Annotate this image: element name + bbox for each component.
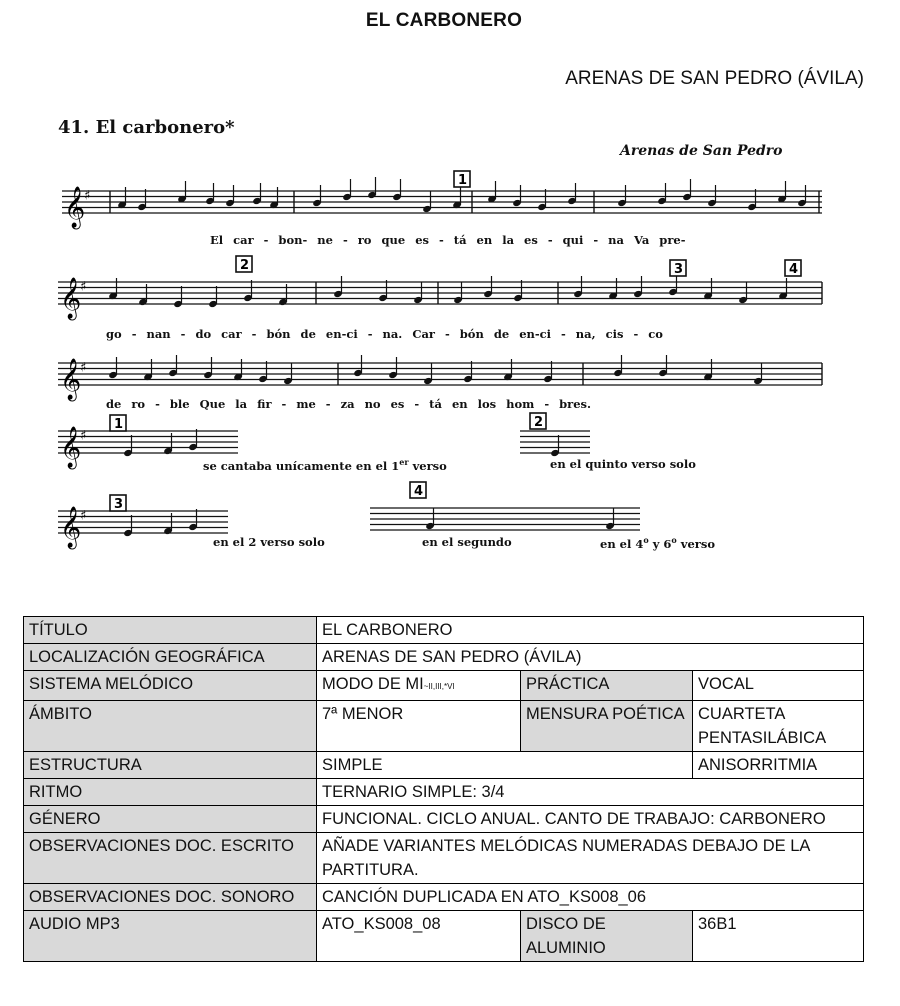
label-mensura: MENSURA POÉTICA — [521, 701, 693, 752]
row-ambito — [24, 701, 864, 752]
lyrics-line-3: de ro - ble Que la fir - me - za no es - tá en los hom - bres. — [106, 397, 592, 411]
sharp-icon: ♯ — [84, 188, 91, 204]
value-disco: 36B1 — [693, 911, 864, 962]
variant-number: 1 — [114, 417, 124, 432]
label-ritmo: RITMO — [24, 779, 317, 806]
value-genero: FUNCIONAL. CICLO ANUAL. CANTO DE TRABAJO: CARBONERO — [317, 806, 864, 833]
value-anisorritmia: ANISORRITMIA — [693, 752, 864, 779]
label-disco: DISCO DE ALUMINIO — [521, 911, 693, 962]
row-ritmo — [24, 779, 864, 806]
treble-clef-icon: 𝄞 — [64, 187, 86, 228]
variant-staff-4 — [370, 484, 640, 538]
variant-number: 4 — [414, 484, 424, 499]
value-mensura: CUARTETA PENTASILÁBICA — [693, 701, 864, 752]
row-sistema — [24, 671, 864, 701]
value-ritmo: TERNARIO SIMPLE: 3/4 — [317, 779, 864, 806]
value-estructura: SIMPLE — [317, 752, 693, 779]
variant-1-label: se cantaba unícamente en el 1er verso — [203, 457, 447, 473]
variant-3-label: en el 2 verso solo — [213, 535, 325, 549]
variant-number: 3 — [674, 262, 684, 277]
treble-clef-icon: 𝄞 — [60, 427, 82, 468]
variant-number: 2 — [534, 415, 544, 430]
label-obs-sonoro: OBSERVACIONES DOC. SONORO — [24, 884, 317, 911]
lyrics-line-1: El car - bon- ne - ro que es - tá en la es - qui - na Va pre- — [210, 233, 686, 247]
variant-staff-2 — [500, 413, 590, 463]
variant-4a-label: en el segundo — [422, 535, 512, 549]
label-practica: PRÁCTICA — [521, 671, 693, 701]
value-obs-sonoro: CANCIÓN DUPLICADA EN ATO_KS008_06 — [317, 884, 864, 911]
metadata-table — [23, 616, 864, 962]
music-score — [50, 105, 840, 565]
row-obs-sonoro — [24, 884, 864, 911]
staff-line-2 — [58, 260, 822, 320]
value-localizacion: ARENAS DE SAN PEDRO (ÁVILA) — [317, 644, 864, 671]
label-audio: AUDIO MP3 — [24, 911, 317, 962]
label-localizacion: LOCALIZACIÓN GEOGRÁFICA — [24, 644, 317, 671]
variant-2-label: en el quinto verso solo — [550, 457, 696, 471]
row-audio — [24, 911, 864, 962]
label-genero: GÉNERO — [24, 806, 317, 833]
value-titulo: EL CARBONERO — [317, 617, 864, 644]
row-titulo — [24, 617, 864, 644]
label-sistema: SISTEMA MELÓDICO — [24, 671, 317, 701]
variant-staff-3 — [58, 495, 228, 548]
variant-number: 2 — [240, 258, 250, 273]
row-estructura — [24, 752, 864, 779]
value-sistema: MODO DE MI~II,III,*VI — [317, 671, 521, 701]
lyrics-line-2: go - nan - do car - bón de en-ci - na. Car - bón de en-ci - na, cis - co — [106, 327, 663, 341]
score-heading: 41. El carbonero* — [58, 117, 235, 138]
row-localizacion — [24, 644, 864, 671]
row-obs-escrito — [24, 833, 864, 884]
document-location: ARENAS DE SAN PEDRO (ÁVILA) — [565, 68, 864, 89]
staff-line-1 — [62, 173, 822, 228]
treble-clef-icon: 𝄞 — [60, 359, 82, 400]
value-obs-escrito: AÑADE VARIANTES MELÓDICAS NUMERADAS DEBAJO DE LA PARTITURA. — [317, 833, 864, 884]
variant-number: 3 — [114, 497, 124, 512]
value-practica: VOCAL — [693, 671, 864, 701]
sharp-icon: ♯ — [80, 508, 87, 524]
label-titulo: TÍTULO — [24, 617, 317, 644]
row-genero — [24, 806, 864, 833]
sharp-icon: ♯ — [80, 279, 87, 295]
treble-clef-icon: 𝄞 — [60, 278, 82, 319]
variant-number: 1 — [458, 173, 468, 188]
variant-number: 4 — [789, 262, 799, 277]
label-ambito: ÁMBITO — [24, 701, 317, 752]
value-ambito: 7ª MENOR — [317, 701, 521, 752]
label-obs-escrito: OBSERVACIONES DOC. ESCRITO — [24, 833, 317, 884]
treble-clef-icon: 𝄞 — [60, 507, 82, 548]
variant-4b-label: en el 4$^o$ y 6$^o$ verso — [600, 535, 715, 551]
score-place: Arenas de San Pedro — [620, 143, 783, 159]
value-audio: ATO_KS008_08 — [317, 911, 521, 962]
staff-line-3 — [58, 345, 822, 400]
label-estructura: ESTRUCTURA — [24, 752, 317, 779]
document-title: EL CARBONERO — [365, 10, 523, 31]
sharp-icon: ♯ — [80, 428, 87, 444]
sharp-icon: ♯ — [80, 360, 87, 376]
